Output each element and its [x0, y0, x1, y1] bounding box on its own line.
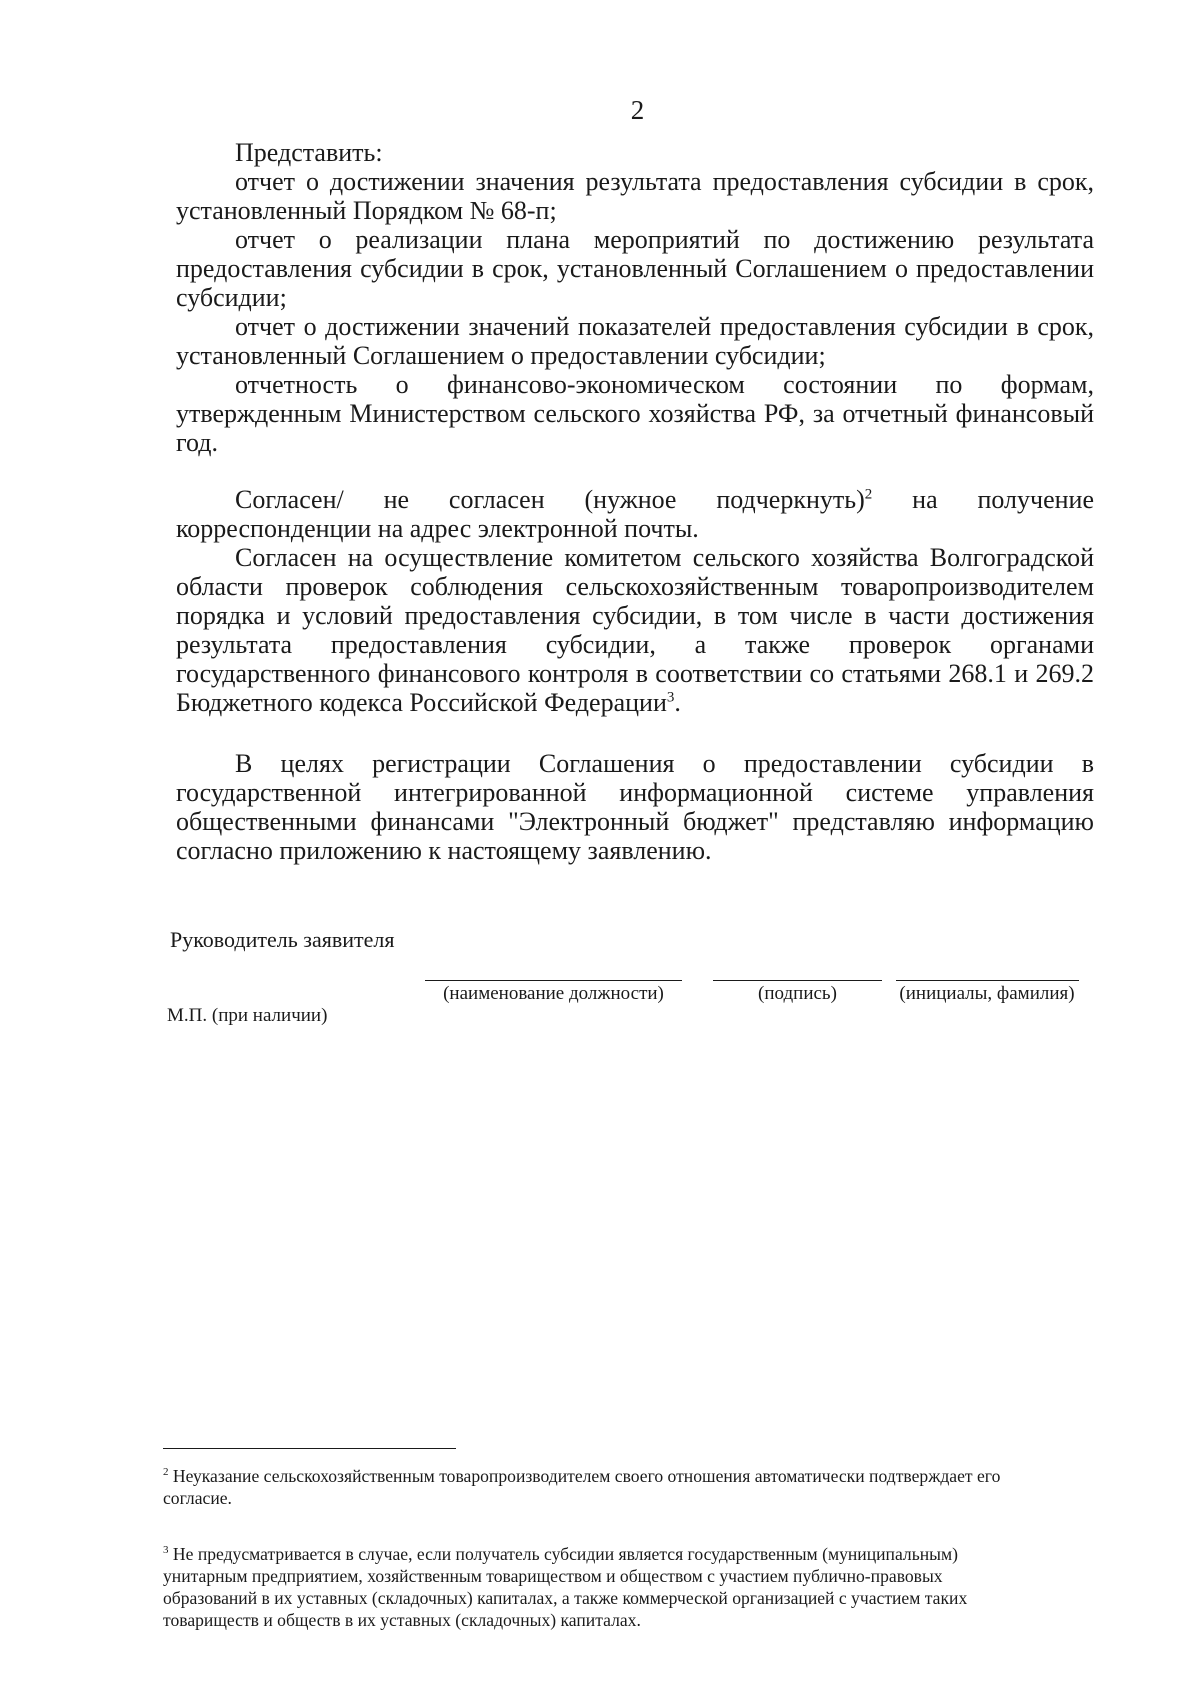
paragraph-inspection-consent — [176, 543, 1094, 717]
footnote-marker-3: 3 — [163, 1544, 169, 1557]
paragraph-report-result: отчет о достижении значения результата предоставления субсидии в срок, установленный Порядком № 68-п; — [176, 167, 1094, 225]
paragraph-submit: Представить: — [235, 138, 383, 167]
inspection-consent-text: Согласен на осуществление комитетом сельского хозяйства Волгоградской области проверок соблюдения сельскохозяйственным товаропроизводителем порядка и условий предоставления субсидии, в том числе в части достижения результата предоставления субсидии, а также проверок органами государственного финансового контроля в соответствии со статьями 268.1 и 269.2 Бюджетного кодекса Российской Федерации — [176, 543, 1094, 717]
paragraph-report-indicators: отчет о достижении значений показателей предоставления субсидии в срок, установленный Соглашением о предоставлении субсидии; — [176, 312, 1094, 370]
paragraph-spacer — [176, 457, 1094, 485]
footnote-2-text: Неуказание сельскохозяйственным товаропроизводителем своего отношения автоматически подтверждает его согласие. — [163, 1466, 1001, 1508]
footnote-ref-2: 2 — [864, 486, 873, 503]
footnote-2 — [163, 1465, 1023, 1509]
name-caption: (инициалы, фамилия) — [899, 983, 1075, 1004]
footnote-separator — [163, 1448, 456, 1449]
position-signature-line — [425, 980, 682, 981]
signature-line — [713, 980, 882, 981]
footnote-3 — [163, 1543, 1023, 1631]
applicant-head-label: Руководитель заявителя — [170, 927, 395, 952]
position-caption: (наименование должности) — [443, 983, 664, 1004]
document-body — [176, 138, 1094, 865]
paragraph-spacer — [176, 717, 1094, 749]
page-number: 2 — [630, 95, 645, 125]
footnote-marker-2: 2 — [163, 1466, 169, 1479]
paragraph-email-consent — [176, 485, 1094, 543]
paragraph-registration: В целях регистрации Соглашения о предоставлении субсидии в государственной интегрированной информационной системе управления общественными финансами "Электронный бюджет" представляю информацию согласно приложению к настоящему заявлению. — [176, 749, 1094, 865]
paragraph-financial-reporting: отчетность о финансово-экономическом состоянии по формам, утвержденным Министерством сельского хозяйства РФ, за отчетный финансовый год. — [176, 370, 1094, 457]
footnote-ref-3: 3 — [666, 689, 675, 706]
paragraph-report-plan: отчет о реализации плана мероприятий по достижению результата предоставления субсидии в срок, установленный Соглашением о предоставлении субсидии; — [176, 225, 1094, 312]
email-consent-text-end: на получение корреспонденции на адрес электронной почты. — [176, 485, 1094, 543]
signature-caption: (подпись) — [758, 983, 837, 1004]
footnote-3-text: Не предусматривается в случае, если получатель субсидии является государственным (муниципальным) унитарным предприятием, хозяйственным товариществом и обществом с участием публично-правовых образований в их уставных (складочных) капиталах, а также коммерческой организацией с участием таких товариществ и обществ в их уставных (складочных) капиталах. — [163, 1544, 968, 1630]
email-consent-text: Согласен/ не согласен (нужное подчеркнуть) — [235, 485, 865, 514]
inspection-consent-text-end: . — [674, 688, 681, 717]
name-signature-line — [896, 980, 1079, 981]
stamp-label: М.П. (при наличии) — [167, 1005, 328, 1026]
